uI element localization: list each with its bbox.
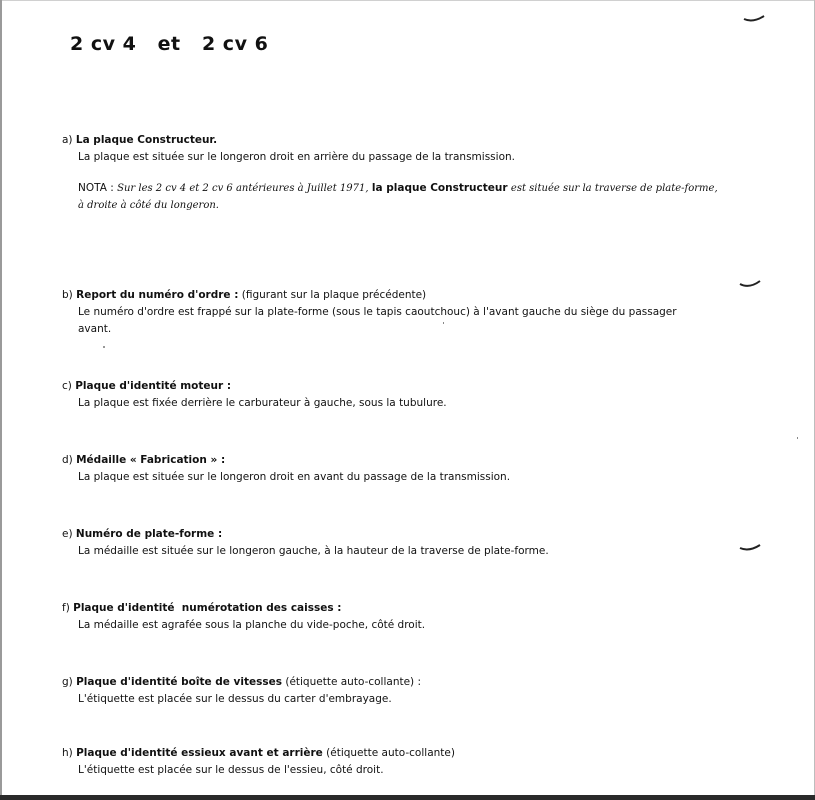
section-heading	[62, 674, 722, 691]
nota-text-2: est située sur la traverse de plate-forme, à droite à côté du longeron.	[78, 183, 718, 211]
section-title: Plaque d'identité boîte de vitesses	[76, 676, 282, 688]
section-a	[62, 132, 722, 214]
section-letter: e)	[62, 528, 73, 540]
section-title: Numéro de plate-forme :	[75, 528, 223, 540]
section-subtitle: (étiquette auto-collante) :	[285, 676, 422, 688]
nota-note	[62, 180, 722, 214]
section-body: La plaque est fixée derrière le carburateur à gauche, sous la tubulure.	[78, 397, 447, 409]
section-heading	[62, 378, 722, 395]
nota-text-1: Sur les 2 cv 4 et 2 cv 6 antérieures à Juillet 1971,	[117, 183, 369, 194]
section-letter: d)	[62, 454, 73, 466]
section-title: Plaque d'identité moteur :	[75, 380, 232, 392]
section-letter: h)	[62, 747, 73, 759]
section-letter: a)	[62, 134, 73, 146]
scan-speck	[103, 346, 105, 348]
section-title: La plaque Constructeur.	[75, 134, 218, 146]
section-body: La plaque est située sur le longeron droit en avant du passage de la transmission.	[78, 471, 511, 483]
section-heading	[62, 452, 722, 469]
section-heading	[62, 526, 722, 543]
section-title: Report du numéro d'ordre :	[76, 289, 239, 301]
section-body: L'étiquette est placée sur le dessus de l'essieu, côté droit.	[78, 764, 384, 776]
page-border-left	[0, 0, 2, 800]
section-body: La médaille est agrafée sous la planche du vide-poche, côté droit.	[78, 619, 426, 631]
section-body: L'étiquette est placée sur le dessus du carter d'embrayage.	[78, 693, 392, 705]
section-body: La plaque est située sur le longeron droit en arrière du passage de la transmission.	[78, 151, 515, 163]
margin-mark	[743, 14, 765, 22]
section-title: Médaille « Fabrication » :	[76, 454, 226, 466]
section-letter: c)	[62, 380, 72, 392]
section-heading	[62, 132, 722, 149]
scan-speck	[443, 322, 444, 324]
section-letter: g)	[62, 676, 73, 688]
page-border-top	[0, 0, 815, 1]
margin-mark	[739, 280, 761, 288]
section-letter: b)	[62, 289, 73, 301]
section-body: La médaille est située sur le longeron gauche, à la hauteur de la traverse de plate-forme.	[78, 545, 549, 557]
nota-label: NOTA :	[78, 182, 114, 194]
margin-mark	[739, 543, 761, 551]
section-subtitle: (étiquette auto-collante)	[326, 747, 455, 759]
section-c	[62, 378, 722, 412]
section-subtitle: (figurant sur la plaque précédente)	[241, 289, 427, 301]
section-f	[62, 600, 722, 634]
scan-speck	[797, 437, 798, 439]
section-h	[62, 745, 722, 779]
section-title: Plaque d'identité essieux avant et arrière	[76, 747, 323, 759]
page-title: 2 cv 4 et 2 cv 6	[70, 33, 269, 55]
section-heading	[62, 600, 722, 617]
bottom-edge	[0, 795, 815, 800]
section-b	[62, 287, 702, 338]
section-heading	[62, 287, 702, 304]
section-e	[62, 526, 722, 560]
section-d	[62, 452, 722, 486]
nota-bold: la plaque Constructeur	[371, 182, 508, 194]
section-title: Plaque d'identité numérotation des caisses :	[73, 602, 342, 614]
section-body: Le numéro d'ordre est frappé sur la plate-forme (sous le tapis caoutchouc) à l'avant gauche du siège du passager avant.	[78, 306, 677, 335]
section-letter: f)	[62, 602, 70, 614]
section-g	[62, 674, 722, 708]
section-heading	[62, 745, 722, 762]
